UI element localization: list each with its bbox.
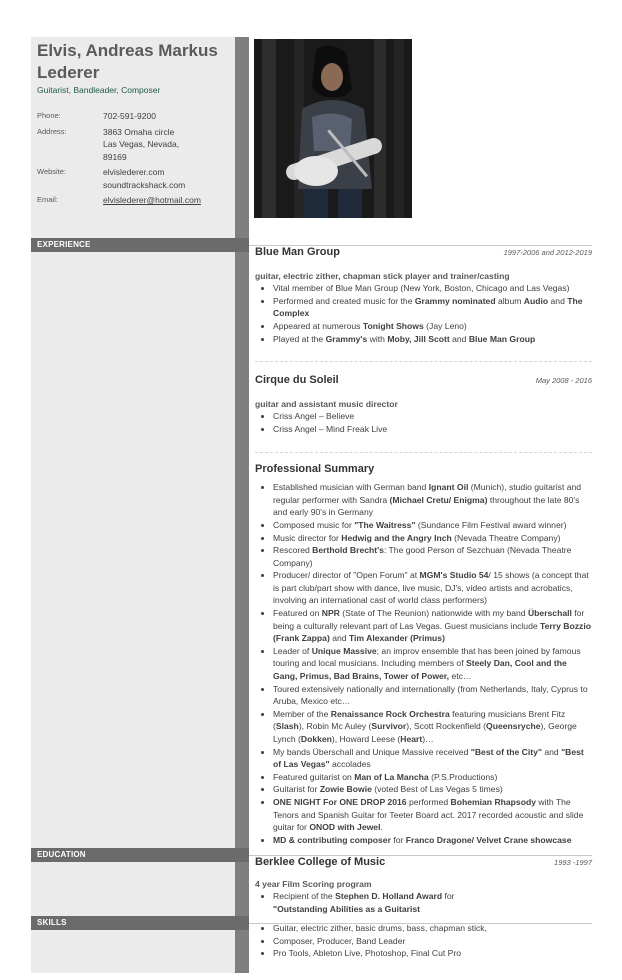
website-link-2[interactable]: soundtrackshack.com [103,179,186,190]
address-row [37,126,232,164]
list-item: • Played at the Grammy's with Moby, Jill Scott and Blue Man Group [273,333,592,346]
cirque-header [255,374,592,388]
cirque-title: Cirque du Soleil [255,374,339,387]
website-label: Website: [37,167,67,176]
email-row [37,194,232,207]
list-item: • Featured guitarist on Man of La Mancha (P.S.Productions) [273,771,592,784]
summary-title: Professional Summary [255,462,375,475]
list-item: • My bands Überschall and Unique Massive received "Best of the City" and "Best of Las Vegas" accolades [273,746,592,771]
summary-bullets [255,481,592,846]
cirque-date: May 2008 - 2016 [535,376,592,386]
berklee-program: 4 year Film Scoring program [255,878,372,889]
blueman-role: guitar, electric zither, chapman stick player and trainer/casting [255,270,510,281]
list-item: • Member of the Renaissance Rock Orchestra featuring musicians Brent Fitz (Slash), Robin Mc Auley (Survivor), Scott Rockenfield (Queensryche), George Lynch (Dokken), Howard Leese (Heart)… [273,708,592,746]
cirque-role: guitar and assistant music director [255,398,398,409]
candidate-name: Elvis, Andreas Markus Lederer [37,41,218,82]
address-line-2: Las Vegas, Nevada, [103,139,180,149]
list-item: • Guitar, electric zither, basic drums, bass, chapman stick, [273,922,592,935]
list-item: • Guitarist for Zowie Bowie (voted Best of Las Vegas 5 times) [273,783,592,796]
experience-section [255,246,592,846]
list-item: • ONE NIGHT For ONE DROP 2016 performed Bohemian Rhapsody with The Tenors and Spanish Guitar for Teeter Board act. 2017 recorded acoustic and slide guitar for ONOD with Jewel. [273,796,592,834]
section-bar-skills [31,916,249,930]
list-item: • Composed music for "The Waitress" (Sundance Film Festival award winner) [273,519,592,532]
skills-section [255,922,592,960]
address-line-3: 89169 [103,151,127,162]
education-bullets [255,890,592,915]
blueman-title: Blue Man Group [255,246,340,258]
address-label: Address: [37,126,67,136]
website-row [37,166,232,191]
list-item: • Leader of Unique Massive; an improv ensemble that has been joined by famous touring and local musicians. Including members of Steely Dan, Cool and the Gang, Primus, Bad Brains, Tower of Power, etc… [273,645,592,683]
entry-separator [255,452,592,453]
list-item: • Composer, Producer, Band Leader [273,935,592,948]
email-link[interactable]: elvislederer@hotmail.com [103,195,201,205]
list-item: • Featured on NPR (State of The Reunion) nationwide with my band Überschall for being a culturally relevant part of Las Vegas. Guest musicians include Terry Bozzio (Frank Zappa) and Tim Alexander (Primus) [273,607,592,645]
phone-label: Phone: [37,111,61,120]
address-value [103,126,232,164]
phone-value: 702-591-9200 [103,111,156,121]
berklee-date: 1993 -1997 [554,858,592,867]
cirque-bullets [255,410,592,435]
section-label-skills: SKILLS [37,918,67,927]
entry-separator [255,361,592,362]
section-bar-experience [31,238,249,252]
list-item: • Pro Tools, Ableton Live, Photoshop, Final Cut Pro [273,947,592,960]
list-item: • MD & contributing composer for Franco Dragone/ Velvet Crane showcase [273,834,592,847]
section-label-education: EDUCATION [37,850,86,859]
vertical-divider-bar [235,37,249,973]
guitarist-photo-illustration [254,39,412,218]
list-item: • Established musician with German band Ignant Oil (Munich), studio guitarist and regular performer with Sandra (Michael Cretu/ Enigma) throughout the late 80's and early 90's in Germany [273,481,592,519]
website-link-1[interactable]: elvislederer.com [103,167,165,177]
section-label-experience: EXPERIENCE [37,240,91,249]
section-bar-education [31,848,249,862]
address-line-1: 3863 Omaha circle [103,126,175,137]
list-item: • Criss Angel – Mind Freak Live [273,423,592,436]
list-item: • Producer/ director of "Open Forum" at MGM's Studio 54/ 15 shows (a concept that is part club/part show with dance, live music, DJ's, video artists and acrobatics, involving an international cast of world class performers) [273,569,592,607]
blueman-date: 1997-2006 and 2012-2019 [503,248,592,257]
berklee-title: Berklee College of Music [255,856,386,868]
berklee-header [255,856,592,870]
skills-bullets [255,922,592,960]
contact-block [37,110,232,210]
list-item: • Rescored Berthold Brecht's: The good Person of Sezchuan (Nevada Theatre Company) [273,544,592,569]
blueman-bullets [255,282,592,345]
phone-row [37,110,232,123]
list-item: • Criss Angel – Believe [273,410,592,423]
website-value [103,166,232,191]
candidate-tagline: Guitarist, Bandleader, Composer [37,85,161,95]
list-item: • Performed and created music for the Grammy nominated album Audio and The Complex [273,295,592,320]
email-label: Email: [37,195,58,204]
list-item: • Toured extensively nationally and internationally (from Netherlands, Italy, Cyprus to Aruba, Mexico etc… [273,683,592,708]
list-item: • Music director for Hedwig and the Angry Inch (Nevada Theatre Company) [273,532,592,545]
education-section [255,856,592,915]
list-item: • Vital member of Blue Man Group (New York, Boston, Chicago and Las Vegas) [273,282,592,295]
blueman-header [255,246,592,260]
profile-photo [254,39,412,218]
list-item: • Recipient of the Stephen D. Holland Award for "Outstanding Abilities as a Guitarist [273,890,592,915]
list-item: • Appeared at numerous Tonight Shows (Jay Leno) [273,320,592,333]
